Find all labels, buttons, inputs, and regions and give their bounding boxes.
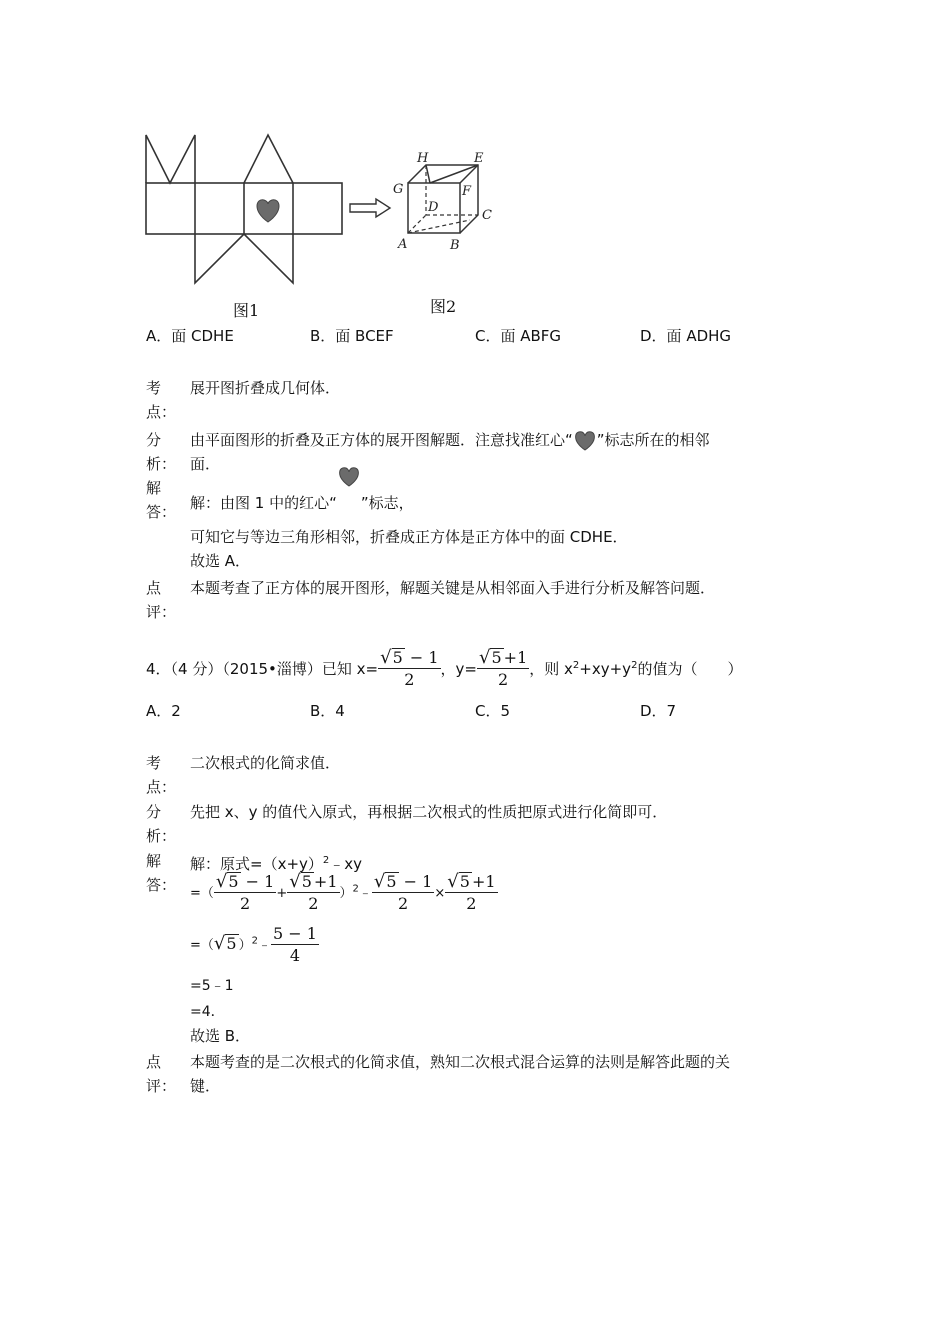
q4-option-c: C．5 [475, 702, 511, 720]
fraction-x: $\frac{√5 - 1}{2}$ [380, 647, 439, 689]
q4-sol-line4: =5﹣1 [190, 978, 234, 994]
q4-sol-line5: =4． [190, 1004, 225, 1020]
q4-option-d: D．7 [640, 702, 677, 720]
q4-sol-line2: =（ $\frac{√5 - 1}{2}$ + $\frac{√5 +1}{2}$ ）$^2$﹣ $\frac{√5 - 1}{2}$ × $\frac{√5 +1}{2}$ [190, 871, 496, 913]
fraction-y: $\frac{√5 +1}{2}$ [478, 647, 528, 689]
vertex-label-a: A [398, 237, 408, 252]
q4-sol-line3: =（√5 ）$^2$﹣ $\frac{5 - 1}{4}$ [190, 924, 317, 965]
q3-kaodian-text: 展开图折叠成几何体． [190, 379, 341, 397]
vertex-label-b: B [450, 238, 460, 253]
q4-fenxi-label: 分 析： [146, 803, 177, 845]
q4-kaodian-label: 考 点： [146, 754, 177, 796]
vertex-label-h: H [417, 151, 429, 166]
q3-dianping-text: 本题考查了正方体的展开图形，解题关键是从相邻面入手进行分析及解答问题． [190, 579, 716, 597]
vertex-label-f: F [462, 184, 472, 199]
arrow-right-icon [346, 197, 396, 219]
q4-sol-line1: 解：原式$=(x+y)^2﹣xy$ [190, 855, 363, 873]
heart-icon [337, 467, 361, 487]
q3-dianping-label: 点 评： [146, 579, 177, 621]
q3-jieda-line1: 解：由图 1 中的红心“ ”标志， [190, 491, 414, 515]
q4-kaodian-text: 二次根式的化简求值． [190, 754, 341, 772]
q3-jieda-line2: 可知它与等边三角形相邻，折叠成正方体是正方体中的面 CDHE． [190, 528, 628, 546]
figure-1-caption: 图1 [233, 301, 260, 320]
q3-fenxi-line1: 由平面图形的折叠及正方体的展开图解题．注意找准红心“ ”标志所在的相邻 [190, 431, 710, 449]
figure-2-caption: 图2 [430, 297, 457, 316]
figure-2-cube [390, 145, 500, 260]
vertex-label-g: G [393, 182, 404, 197]
q3-jieda-line3: 故选 A． [190, 552, 251, 570]
q4-dianping-line1: 本题考查的是二次根式的化简求值，熟知二次根式混合运算的法则是解答此题的关 [190, 1053, 731, 1071]
q3-option-b: B．面 BCEF [310, 327, 394, 345]
q4-sol-line6: 故选 B． [190, 1027, 251, 1045]
vertex-label-e: E [474, 151, 484, 166]
q4-option-b: B．4 [310, 702, 345, 720]
q3-option-a: A．面 CDHE [146, 327, 234, 345]
q3-kaodian-label: 考 点： [146, 379, 177, 421]
q3-option-d: D．面 ADHG [640, 327, 732, 345]
q3-fenxi-line2: 面． [190, 455, 221, 473]
q3-fenxi-label: 分 析： [146, 431, 177, 473]
heart-icon [257, 200, 279, 222]
vertex-label-c: C [482, 208, 492, 223]
q4-jieda-label: 解 答： [146, 852, 177, 894]
q3-option-c: C．面 ABFG [475, 327, 562, 345]
heart-icon [573, 431, 597, 451]
figure-1-net [140, 125, 350, 295]
vertex-label-d: D [428, 200, 439, 215]
q4-dianping-line2: 键． [190, 1077, 221, 1095]
q4-dianping-label: 点 评： [146, 1053, 177, 1095]
q4-fenxi-text: 先把 x、y 的值代入原式，再根据二次根式的性质把原式进行化简即可． [190, 803, 668, 821]
q3-jieda-label: 解 答： [146, 479, 177, 521]
q4-stem: 4．（4 分）（2015•淄博）已知 x= $\frac{√5 - 1}{2}$ ，y= $\frac{√5 +1}{2}$ ，则 $x^2+xy+y^2$的值为（ ） [146, 647, 743, 689]
q4-option-a: A．2 [146, 702, 181, 720]
